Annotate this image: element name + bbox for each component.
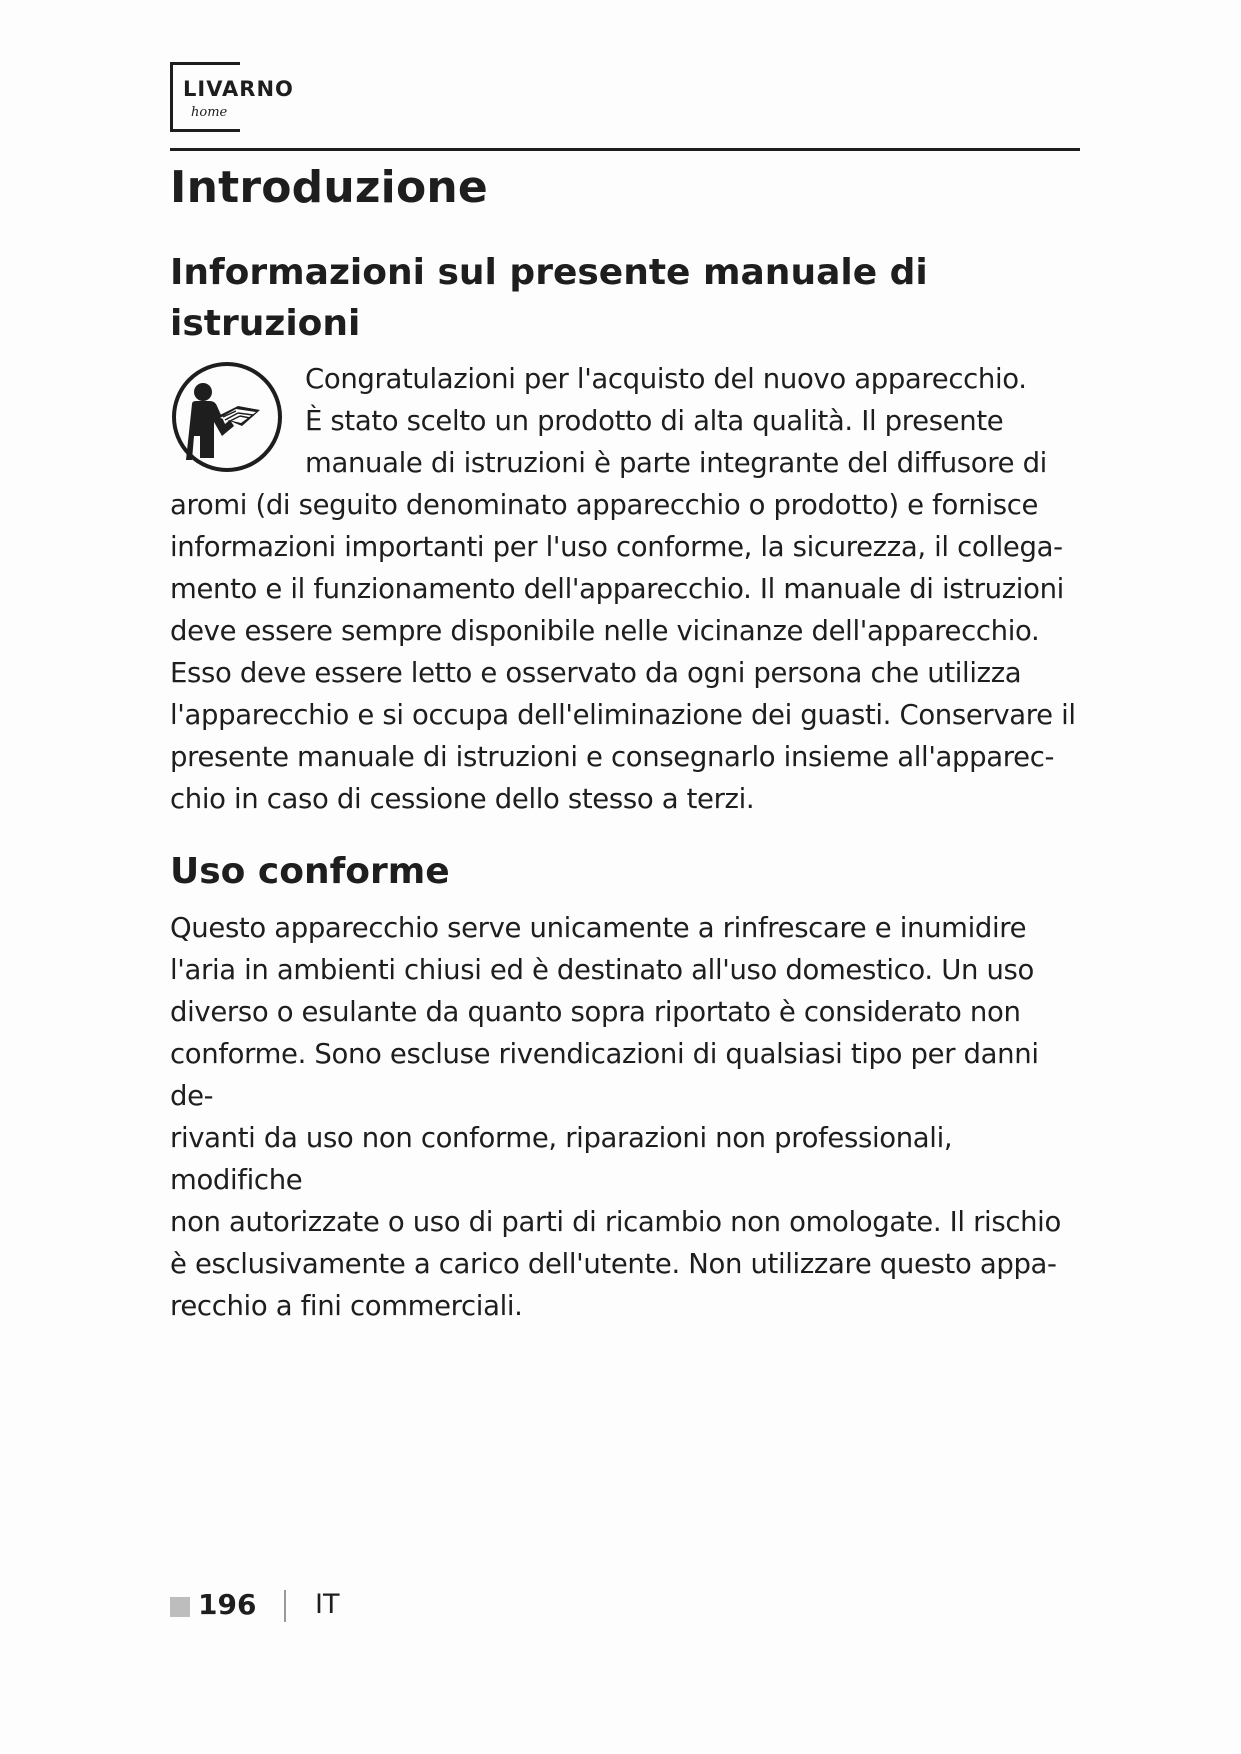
section-heading-uso-conforme: Uso conforme xyxy=(170,851,450,892)
manual-body-text: aromi (di seguito denominato apparecchio o prodotto) e fornisce informazioni importanti per l'uso conforme, la sicurezza, il collega- mento e il funzionamento dell'apparecchio. Il manuale di istruzioni deve essere sempre disponibile nelle vicinanze dell'apparecchio. Esso deve essere letto e osservato da ogni persona che utilizza l'apparecchio e si occupa dell'eliminazione dei guasti. Conservare il presente manuale di istruzioni e consegnarlo insieme all'apparec- chio in caso di cessione dello stesso a terzi. xyxy=(170,489,1076,815)
footer-square-icon xyxy=(170,1597,190,1617)
language-code: IT xyxy=(315,1589,340,1620)
logo-brand-text: LIVARNO xyxy=(183,77,294,101)
header-rule xyxy=(170,148,1080,151)
page-title: Introduzione xyxy=(170,162,488,213)
manual-intro-text: Congratulazioni per l'acquisto del nuovo apparecchio. È stato scelto un prodotto di alta qualità. Il presente manuale di istruzioni è parte integrante del diffusore di xyxy=(305,363,1047,479)
logo-sub-text: home xyxy=(191,105,228,120)
read-manual-icon xyxy=(170,360,284,474)
uso-conforme-text: Questo apparecchio serve unicamente a rinfrescare e inumidire l'aria in ambienti chiusi ed è destinato all'uso domestico. Un uso diverso o esulante da quanto sopra riportato è considerato non conforme. Sono escluse rivendicazioni di qualsiasi tipo per danni de- rivanti da uso non conforme, riparazioni non professionali, modifiche non autorizzate o uso di parti di ricambio non omologate. Il rischio è esclusivamente a carico dell'utente. Non utilizzare questo appa- recchio a fini commerciali. xyxy=(170,912,1061,1322)
brand-logo xyxy=(170,62,294,132)
section-heading-manual: Informazioni sul presente manuale di istruzioni xyxy=(170,252,928,344)
manual-page xyxy=(170,0,1080,1754)
page-number: 196 xyxy=(198,1588,257,1621)
footer-separator xyxy=(284,1590,286,1622)
